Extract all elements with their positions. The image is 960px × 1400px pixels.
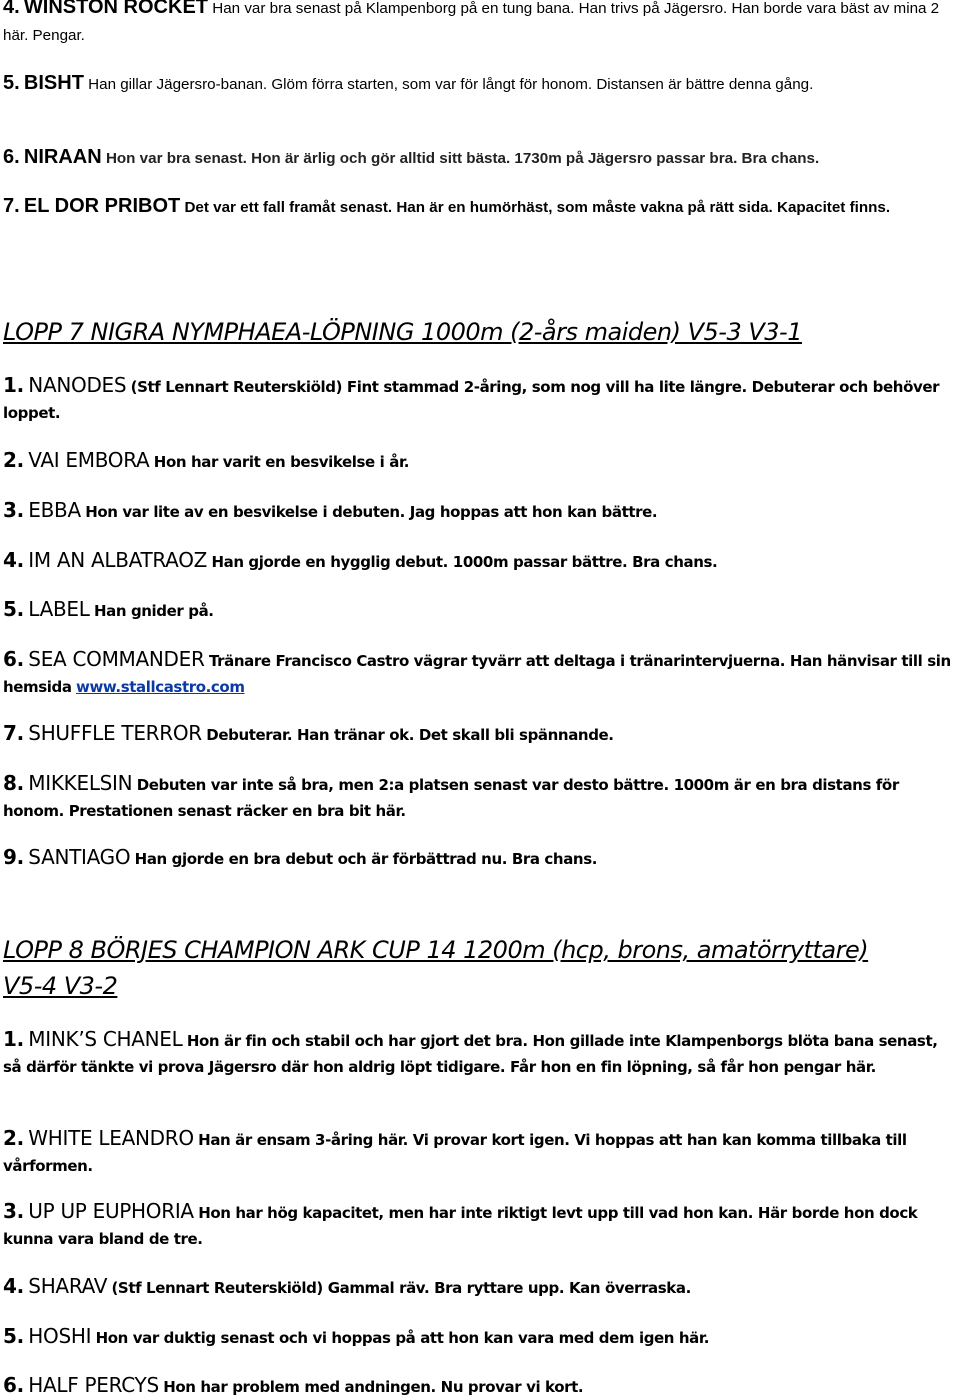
horse-name: SHARAV [28, 1274, 108, 1298]
entry-half-percys: 6. HALF PERCYS Hon har problem med andningen. Nu provar vi kort. [3, 1373, 584, 1397]
horse-name: UP UP EUPHORIA [28, 1199, 194, 1223]
lopp8-heading-line2: V5-4 V3-2 [3, 972, 118, 1000]
horse-name: NANODES [28, 373, 127, 397]
horse-name: NIRAAN [23, 146, 102, 168]
entry-santiago: 9. SANTIAGO Han gjorde en bra debut och är förbättrad nu. Bra chans. [3, 845, 598, 869]
horse-name: HOSHI [28, 1324, 92, 1348]
entry-up-up-euphoria: 3. UP UP EUPHORIA Hon har hög kapacitet, men har inte riktigt levt upp till vad hon kan. Här borde hon dock kunna vara bland de tre. [3, 1199, 918, 1248]
horse-name: MIKKELSIN [28, 771, 133, 795]
stallcastro-link[interactable]: www.stallcastro.com [76, 678, 245, 696]
lopp7-heading: LOPP 7 NIGRA NYMPHAEA-LÖPNING 1000m (2-års maiden) V5-3 V3-1 [3, 318, 802, 346]
horse-name: VAI EMBORA [28, 448, 150, 472]
entry-niraan: 6. NIRAAN Hon var bra senast. Hon är ärlig och gör alltid sitt bästa. 1730m på Jägersro passar bra. Bra chans. [3, 146, 820, 168]
entry-sea-commander: 6. SEA COMMANDER Tränare Francisco Castro vägrar tyvärr att deltaga i tränarintervjuerna. Han hänvisar till sin hemsida www.stallcastro.com [3, 647, 951, 696]
entry-label: 5. LABEL Han gnider på. [3, 597, 214, 621]
entry-white-leandro: 2. WHITE LEANDRO Han är ensam 3-åring här. Vi provar kort igen. Vi hoppas att han kan komma tillbaka till vårformen. [3, 1126, 907, 1175]
horse-name: BISHT [23, 72, 84, 94]
horse-name: IM AN ALBATRAOZ [28, 548, 208, 572]
entry-hoshi: 5. HOSHI Hon var duktig senast och vi hoppas på att hon kan vara med dem igen här. [3, 1324, 710, 1348]
entry-nanodes: 1. NANODES (Stf Lennart Reuterskiöld) Fint stammad 2-åring, som nog vill ha lite längre. Debuterar och behöver loppet. [3, 373, 940, 422]
horse-name: HALF PERCYS [28, 1373, 159, 1397]
horse-name: LABEL [28, 597, 90, 621]
entry-im-an-albatraoz: 4. IM AN ALBATRAOZ Han gjorde en hygglig debut. 1000m passar bättre. Bra chans. [3, 548, 718, 572]
entry-winston-rocket: 4. WINSTON ROCKET Han var bra senast på Klampenborg på en tung bana. Han trivs på Jägersro. Han borde vara bäst av mina 2 här. Pengar. [3, 0, 960, 49]
entry-ebba: 3. EBBA Hon var lite av en besvikelse i debuten. Jag hoppas att hon kan bättre. [3, 498, 658, 522]
entry-el-dor-pribot: 7. EL DOR PRIBOT Det var ett fall framåt senast. Han är en humörhäst, som måste vakna på rätt sida. Kapacitet finns. [3, 195, 891, 217]
horse-name: MINK’S CHANEL [28, 1027, 183, 1051]
entry-shuffle-terror: 7. SHUFFLE TERROR Debuterar. Han tränar ok. Det skall bli spännande. [3, 721, 614, 745]
horse-name: SHUFFLE TERROR [28, 721, 202, 745]
entry-sharav: 4. SHARAV (Stf Lennart Reuterskiöld) Gammal räv. Bra ryttare upp. Kan överraska. [3, 1274, 691, 1298]
horse-name: SANTIAGO [28, 845, 131, 869]
entry-mikkelsin: 8. MIKKELSIN Debuten var inte så bra, men 2:a platsen senast var desto bättre. 1000m är en bra distans för honom. Prestationen senast räcker en bra bit här. [3, 771, 899, 820]
horse-name: WHITE LEANDRO [28, 1126, 194, 1150]
horse-name: EL DOR PRIBOT [23, 195, 181, 217]
horse-name: WINSTON ROCKET [23, 0, 208, 18]
horse-name: SEA COMMANDER [28, 647, 205, 671]
entry-minks-chanel: 1. MINK’S CHANEL Hon är fin och stabil och har gjort det bra. Hon gillade inte Klampenborgs blöta bana senast, så därför tänkte vi prova Jägersro där hon aldrig löpt tidigare. Får hon en fin löpning, så får hon pengar här. [3, 1027, 938, 1076]
entry-vai-embora: 2. VAI EMBORA Hon har varit en besvikelse i år. [3, 448, 410, 472]
horse-name: EBBA [28, 498, 81, 522]
entry-bisht: 5. BISHT Han gillar Jägersro-banan. Glöm förra starten, som var för långt för honom. Distansen är bättre denna gång. [3, 72, 814, 94]
lopp8-heading-line1: LOPP 8 BÖRJES CHAMPION ARK CUP 14 1200m (hcp, brons, amatörryttare) [3, 936, 869, 964]
